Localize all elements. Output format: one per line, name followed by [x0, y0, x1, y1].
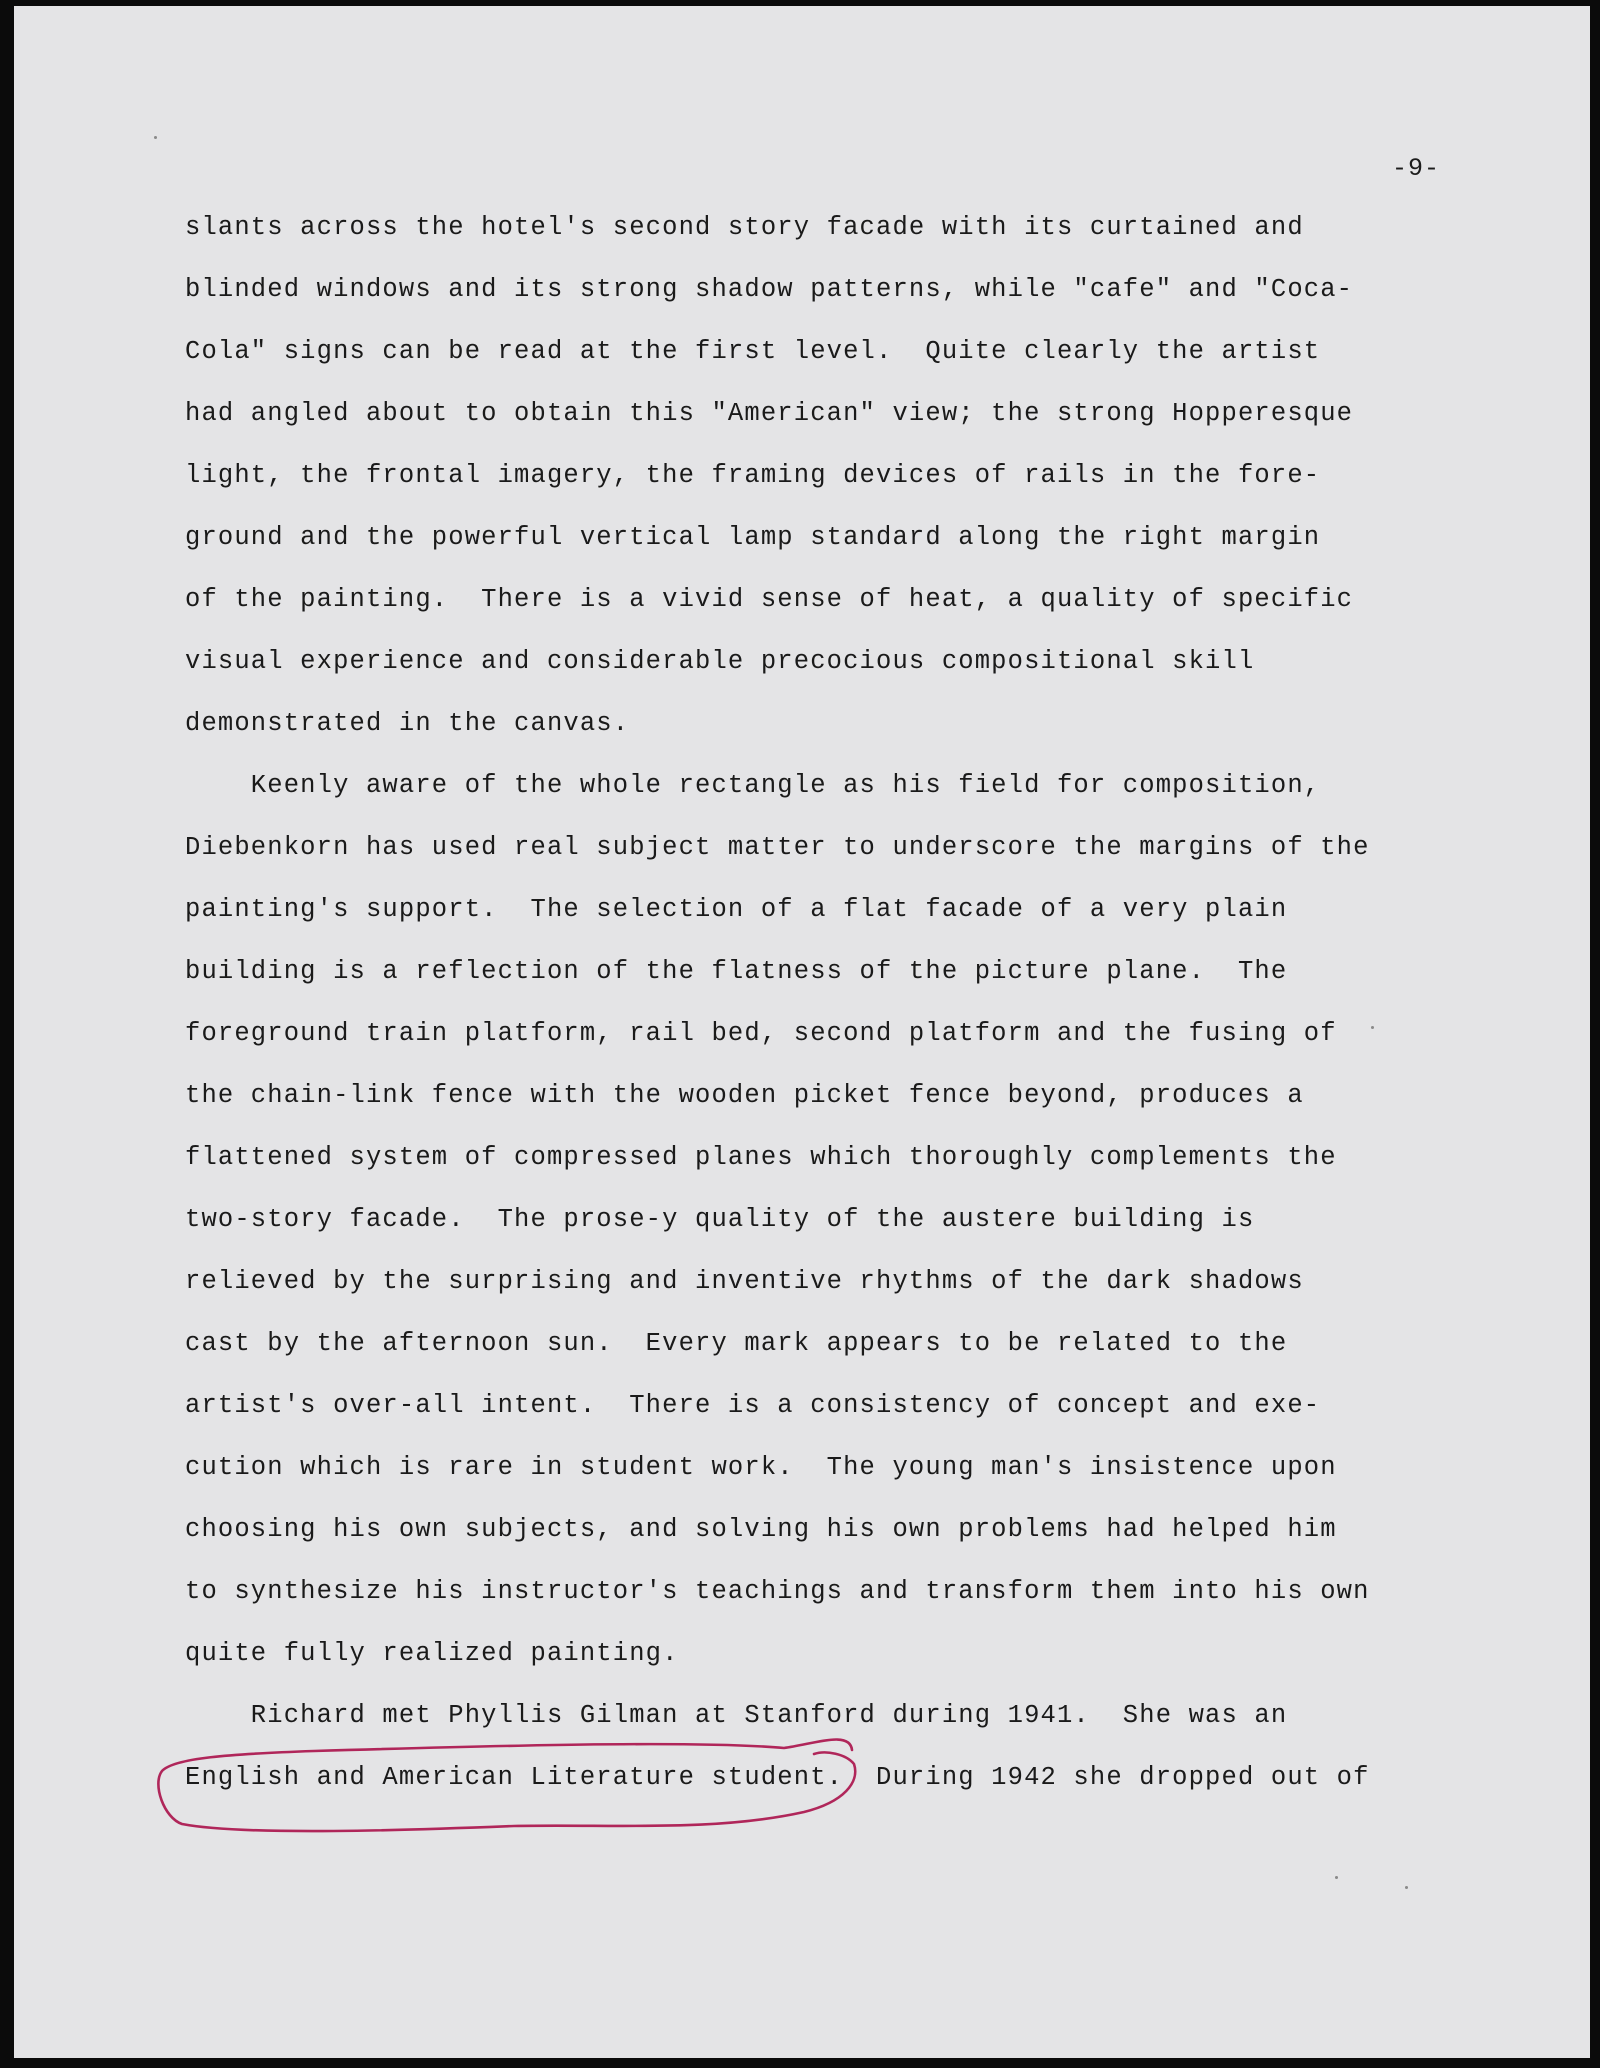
text-line: flattened system of compressed planes which thoroughly complements the [185, 1143, 1337, 1172]
text-line: two-story facade. The prose-y quality of the austere building is [185, 1205, 1255, 1234]
text-line: cast by the afternoon sun. Every mark appears to be related to the [185, 1329, 1288, 1358]
text-line: the chain-link fence with the wooden picket fence beyond, produces a [185, 1081, 1304, 1110]
text-line: demonstrated in the canvas. [185, 709, 630, 738]
text-line: Cola" signs can be read at the first level. Quite clearly the artist [185, 337, 1321, 366]
text-line: had angled about to obtain this "American" view; the strong Hopperesque [185, 399, 1354, 428]
text-line: painting's support. The selection of a flat facade of a very plain [185, 895, 1288, 924]
text-line: choosing his own subjects, and solving his own problems had helped him [185, 1515, 1337, 1544]
text-line: blinded windows and its strong shadow patterns, while "cafe" and "Coca- [185, 275, 1354, 304]
paper-speck [1371, 1026, 1374, 1029]
text-line: to synthesize his instructor's teachings and transform them into his own [185, 1577, 1370, 1606]
page-number: -9- [1392, 154, 1441, 183]
paper-speck [1335, 1876, 1338, 1879]
text-line: Keenly aware of the whole rectangle as his field for composition, [185, 771, 1321, 800]
text-line: ground and the powerful vertical lamp standard along the right margin [185, 523, 1321, 552]
paper-speck [1405, 1886, 1408, 1889]
text-line: light, the frontal imagery, the framing devices of rails in the fore- [185, 461, 1321, 490]
text-line: foreground train platform, rail bed, second platform and the fusing of [185, 1019, 1337, 1048]
text-line: English and American Literature student. During 1942 she dropped out of [185, 1763, 1370, 1792]
text-line: Diebenkorn has used real subject matter to underscore the margins of the [185, 833, 1370, 862]
document-page [14, 6, 1590, 2058]
text-line: cution which is rare in student work. The young man's insistence upon [185, 1453, 1337, 1482]
text-line: artist's over-all intent. There is a consistency of concept and exe- [185, 1391, 1321, 1420]
text-line: visual experience and considerable precocious compositional skill [185, 647, 1255, 676]
text-line: Richard met Phyllis Gilman at Stanford during 1941. She was an [185, 1701, 1288, 1730]
text-line: of the painting. There is a vivid sense of heat, a quality of specific [185, 585, 1354, 614]
text-line: relieved by the surprising and inventive rhythms of the dark shadows [185, 1267, 1304, 1296]
text-line: slants across the hotel's second story facade with its curtained and [185, 213, 1304, 242]
text-line: building is a reflection of the flatness of the picture plane. The [185, 957, 1288, 986]
paper-speck [154, 136, 157, 139]
text-line: quite fully realized painting. [185, 1639, 679, 1668]
